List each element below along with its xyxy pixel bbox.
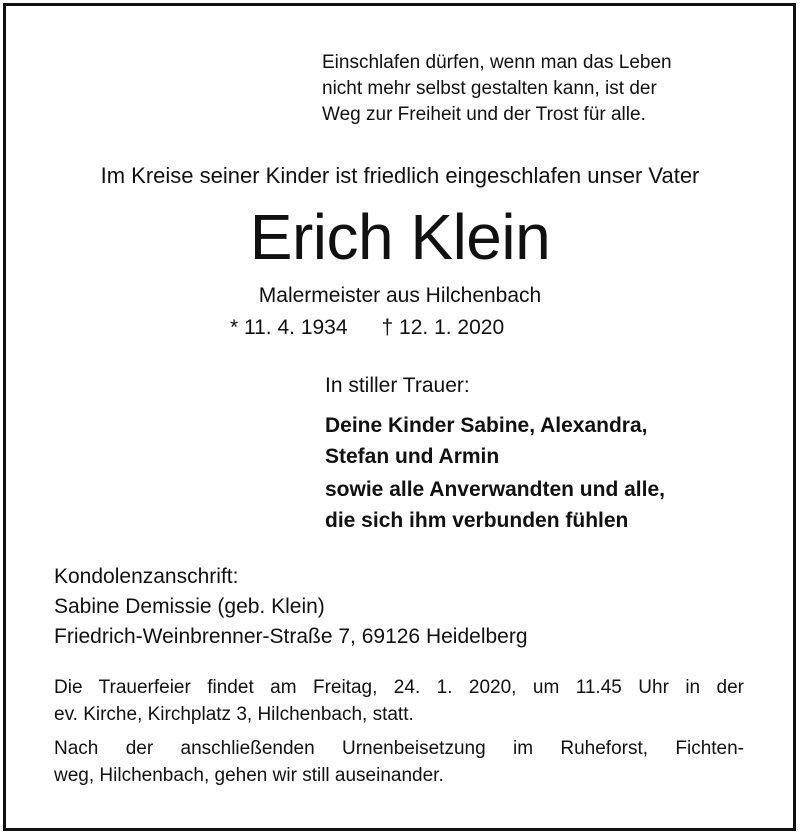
burial-line: Nach der anschließenden Urnenbeisetzung im Ruheforst, Fichten- bbox=[54, 738, 744, 759]
deceased-name: Erich Klein bbox=[249, 201, 551, 273]
condolence-name: Sabine Demissie (geb. Klein) bbox=[54, 595, 325, 618]
burial-line: weg, Hilchenbach, gehen wir still auseinander. bbox=[54, 765, 444, 786]
funeral-line: Die Trauerfeier findet am Freitag, 24. 1. 2020, um 11.45 Uhr in der bbox=[54, 677, 744, 698]
mourners-heading: In stiller Trauer: bbox=[325, 374, 470, 397]
condolence-label: Kondolenzanschrift: bbox=[54, 565, 239, 588]
life-dates bbox=[230, 316, 504, 340]
burial-info bbox=[54, 735, 744, 789]
quote-line: Einschlafen dürfen, wenn man das Leben bbox=[322, 52, 672, 73]
funeral-line: ev. Kirche, Kirchplatz 3, Hilchenbach, statt. bbox=[54, 704, 414, 725]
mourners-relatives bbox=[325, 474, 665, 536]
intro-text: Im Kreise seiner Kinder ist friedlich eingeschlafen unser Vater bbox=[100, 163, 700, 188]
condolence-street: Friedrich-Weinbrenner-Straße 7, 69126 Heidelberg bbox=[54, 625, 528, 648]
funeral-info bbox=[54, 674, 744, 728]
mourners-line: die sich ihm verbunden fühlen bbox=[325, 509, 629, 532]
mourners-children bbox=[325, 410, 648, 472]
condolence-address bbox=[54, 562, 528, 652]
mourners-line: Deine Kinder Sabine, Alexandra, bbox=[325, 414, 648, 437]
death-date: † 12. 1. 2020 bbox=[381, 316, 505, 339]
mourners-line: sowie alle Anverwandten und alle, bbox=[325, 478, 665, 501]
mourners-line: Stefan und Armin bbox=[325, 445, 500, 468]
epigraph-quote bbox=[322, 50, 672, 128]
quote-line: nicht mehr selbst gestalten kann, ist der bbox=[322, 78, 657, 99]
profession: Malermeister aus Hilchenbach bbox=[258, 284, 542, 307]
quote-line: Weg zur Freiheit und der Trost für alle. bbox=[322, 104, 646, 125]
birth-date: * 11. 4. 1934 bbox=[230, 316, 348, 339]
